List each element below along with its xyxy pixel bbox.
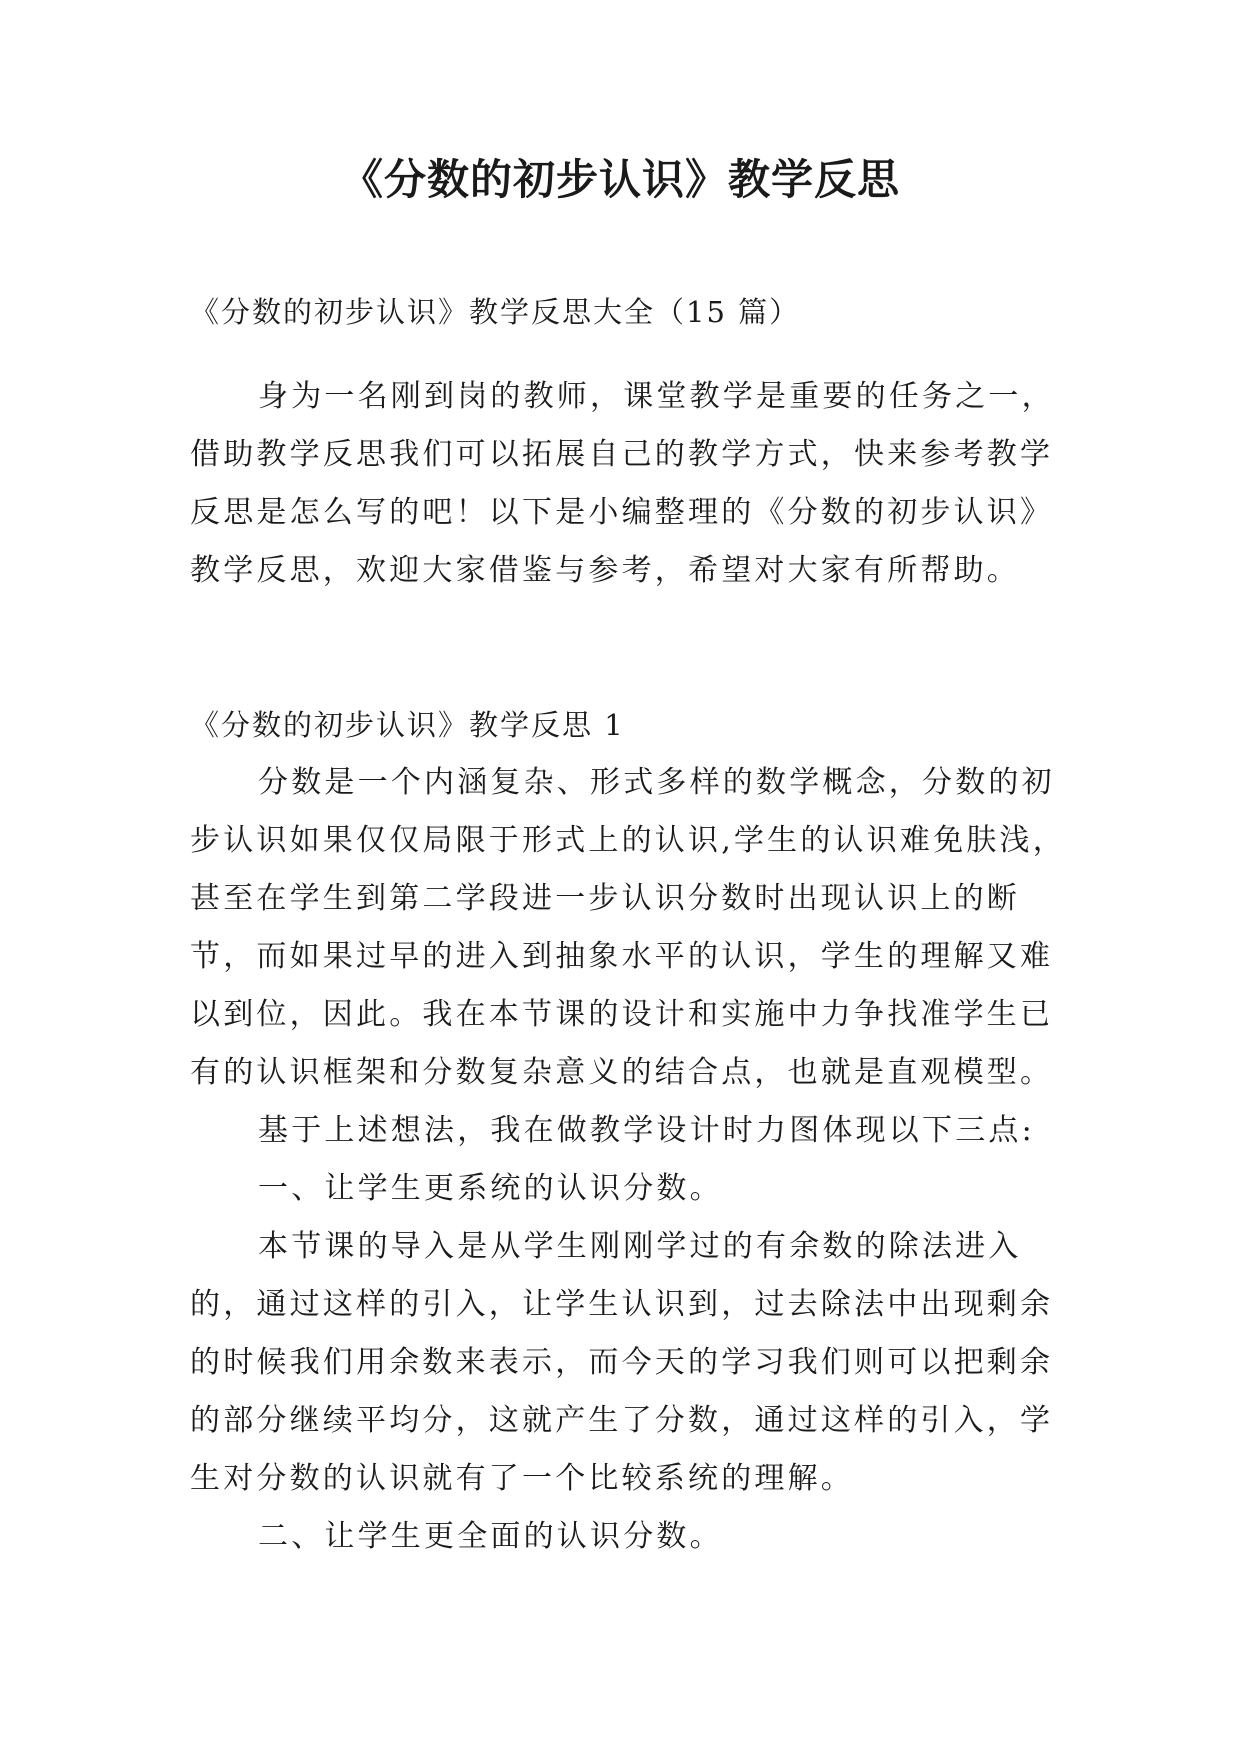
paragraph-line: 分数是一个内涵复杂、形式多样的数学概念，分数的初 [258,765,1055,800]
paragraph-line: 借助教学反思我们可以拓展自己的教学方式，快来参考教学 [190,437,1054,472]
paragraph-line: 节，而如果过早的进入到抽象水平的认识，学生的理解又难 [190,939,1054,974]
list-heading: 二、让学生更全面的认识分数。 [258,1519,723,1554]
list-heading: 一、让学生更系统的认识分数。 [258,1171,723,1206]
paragraph-line: 基于上述想法，我在做教学设计时力图体现以下三点: [258,1113,1035,1148]
paragraph-line: 本节课的导入是从学生刚刚学过的有余数的除法进入 [258,1229,1022,1264]
document-subtitle: 《分数的初步认识》教学反思大全（15 篇） [190,295,801,329]
section-heading: 《分数的初步认识》教学反思 1 [190,708,625,742]
intro-paragraph [190,368,1080,600]
paragraph-line: 身为一名刚到岗的教师，课堂教学是重要的任务之一， [258,379,1055,414]
paragraph-line: 甚至在学生到第二学段进一步认识分数时出现认识上的断 [190,881,1020,916]
document-title: 《分数的初步认识》教学反思 [340,155,900,204]
paragraph-line: 的，通过这样的引入，让学生认识到，过去除法中出现剩余 [190,1287,1054,1322]
paragraph-line: 的部分继续平均分，这就产生了分数，通过这样的引入，学 [190,1403,1054,1438]
paragraph-line: 的时候我们用余数来表示，而今天的学习我们则可以把剩余 [190,1345,1054,1380]
paragraph-line: 以到位，因此。我在本节课的设计和实施中力争找准学生已 [190,997,1054,1032]
paragraph-line: 有的认识框架和分数复杂意义的结合点，也就是直观模型。 [190,1055,1054,1090]
section-1 [190,696,1080,1566]
paragraph-line: 反思是怎么写的吧！以下是小编整理的《分数的初步认识》 [190,495,1054,530]
paragraph-line: 教学反思，欢迎大家借鉴与参考，希望对大家有所帮助。 [190,553,1020,588]
paragraph-line: 生对分数的认识就有了一个比较系统的理解。 [190,1461,854,1496]
paragraph-line: 步认识如果仅仅局限于形式上的认识,学生的认识难免肤浅， [190,823,1066,858]
